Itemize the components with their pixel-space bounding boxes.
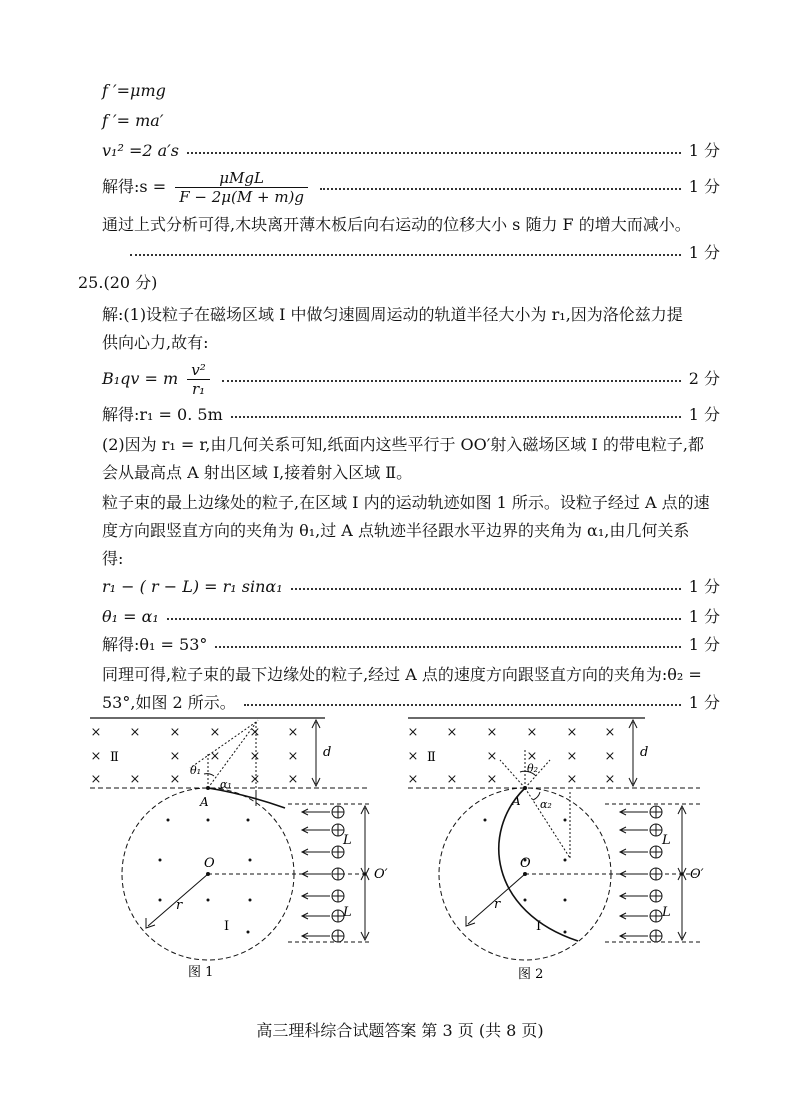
page-footer: 高三理科综合试题答案 第 3 页 (共 8 页): [256, 1021, 544, 1040]
center-O-label: O: [204, 856, 215, 871]
svg-text:×: ×: [407, 772, 419, 787]
svg-text:×: ×: [407, 725, 419, 740]
equation-lorentz: B₁qv = m $\frac{\text{v²}}{\text{r₁}}$: [102, 361, 214, 398]
paragraph-3-line-3: 得:: [102, 549, 124, 568]
svg-text:×: ×: [169, 749, 181, 764]
point-A-label: A: [512, 794, 521, 808]
O-prime-label: O′: [374, 867, 388, 882]
svg-text:×: ×: [90, 772, 102, 787]
svg-text:×: ×: [209, 749, 221, 764]
svg-text:×: ×: [486, 725, 498, 740]
svg-text:×: ×: [129, 772, 141, 787]
score-line-conclusion: [102, 692, 720, 714]
svg-text:×: ×: [249, 725, 261, 740]
svg-text:×: ×: [169, 772, 181, 787]
svg-text:×: ×: [486, 772, 498, 787]
figure-1: [80, 712, 390, 987]
score-line-geometry: [102, 576, 720, 598]
length-L-label: L: [662, 833, 671, 848]
paragraph-1-line-2: 供向心力,故有:: [102, 333, 209, 352]
score: 1 分: [688, 635, 720, 654]
svg-text:×: ×: [486, 749, 498, 764]
svg-text:×: ×: [407, 749, 419, 764]
score: 1 分: [688, 693, 720, 712]
score-line-kinematics: [102, 140, 720, 162]
score-line-radius: [102, 404, 720, 426]
svg-text:×: ×: [90, 725, 102, 740]
equation-angle-equal: θ₁ = α₁: [102, 607, 159, 626]
region-I-label: I: [536, 919, 542, 934]
score: 1 分: [688, 577, 720, 596]
distance-d-label: d: [640, 745, 649, 760]
radius-r-label: r: [494, 897, 501, 912]
svg-text:×: ×: [566, 749, 578, 764]
score: 1 分: [688, 405, 720, 424]
equation-friction-accel: f ′= ma′: [102, 111, 164, 130]
fraction-numerator: μMgL: [175, 169, 308, 188]
analysis-text: 通过上式分析可得,木块离开薄木板后向右运动的位移大小 s 随力 F 的增大而减小。: [102, 215, 691, 234]
distance-d-label: d: [323, 745, 332, 760]
svg-text:×: ×: [249, 749, 261, 764]
equation-friction: f ′=μmg: [102, 81, 166, 100]
radius-r-label: r: [176, 898, 183, 913]
score: 2 分: [688, 369, 720, 388]
score: 1 分: [688, 141, 720, 160]
score-line-angle-equal: [102, 606, 720, 628]
paragraph-3-line-2: 度方向跟竖直方向的夹角为 θ₁,过 A 点轨迹半径跟水平边界的夹角为 α₁,由几何关系: [102, 521, 690, 540]
figure-2-caption: 图 2: [518, 967, 544, 982]
svg-text:×: ×: [604, 772, 616, 787]
length-L-label: L: [662, 905, 671, 920]
score-line-lorentz: [102, 358, 720, 400]
score-line-angle-value: [102, 634, 720, 656]
figure-1-caption: 图 1: [188, 965, 214, 980]
svg-text:×: ×: [566, 772, 578, 787]
question-number: 25.(20 分): [78, 273, 158, 292]
region-II-label: Ⅱ: [427, 750, 436, 765]
region-II-label: Ⅱ: [110, 750, 119, 765]
score: 1 分: [688, 177, 720, 196]
svg-text:×: ×: [209, 725, 221, 740]
svg-text:×: ×: [604, 749, 616, 764]
svg-text:×: ×: [287, 725, 299, 740]
paragraph-1-line-1: 解:(1)设粒子在磁场区域 Ⅰ 中做匀速圆周运动的轨道半径大小为 r₁,因为洛伦兹力提: [102, 305, 683, 324]
theta2-label: θ₂: [527, 762, 539, 775]
svg-text:×: ×: [287, 749, 299, 764]
equation-radius: 解得:r₁ = 0. 5m: [102, 405, 223, 424]
svg-text:×: ×: [446, 725, 458, 740]
svg-text:×: ×: [287, 772, 299, 787]
paragraph-2-line-2: 会从最高点 A 射出区域 Ⅰ,接着射入区域 Ⅱ。: [102, 463, 413, 482]
equation-s: 解得:s = $\frac{\text{μMgL}}{F - 2\mu(M + m)g}$: [102, 169, 312, 206]
paragraph-4-line-1: 同理可得,粒子束的最下边缘处的粒子,经过 A 点的速度方向跟竖直方向的夹角为:θ₂ =: [102, 665, 702, 684]
score-line-analysis: [130, 242, 720, 264]
score-line-solution-s: [102, 166, 720, 208]
alpha1-label: α₁: [220, 778, 232, 791]
equation-angle-value: 解得:θ₁ = 53°: [102, 635, 208, 654]
equation-kinematics: v₁² =2 a′s: [102, 141, 180, 160]
paragraph-3-line-1: 粒子束的最上边缘处的粒子,在区域 Ⅰ 内的运动轨迹如图 1 所示。设粒子经过 A 点的速: [102, 493, 710, 512]
svg-text:×: ×: [129, 725, 141, 740]
theta1-label: θ₁: [190, 764, 202, 777]
length-L-label: L: [343, 905, 352, 920]
point-A-label: A: [200, 795, 209, 809]
svg-text:×: ×: [604, 725, 616, 740]
figure-2: [400, 712, 720, 987]
paragraph-2-line-1: (2)因为 r₁ = r,由几何关系可知,纸面内这些平行于 OO′射入磁场区域 Ⅰ 的带电粒子,都: [102, 435, 704, 454]
score: 1 分: [688, 607, 720, 626]
alpha2-label: α₂: [540, 798, 552, 811]
center-O-label: O: [520, 856, 531, 871]
svg-text:×: ×: [566, 725, 578, 740]
svg-text:×: ×: [526, 749, 538, 764]
length-L-label: L: [343, 833, 352, 848]
svg-text:×: ×: [169, 725, 181, 740]
O-prime-label: O′: [690, 867, 704, 882]
region-I-label: I: [224, 919, 230, 934]
score: 1 分: [688, 243, 720, 262]
fraction-denominator: F − 2μ(M + m)g: [179, 187, 305, 206]
equation-geometry: r₁ − ( r − L) = r₁ sinα₁: [102, 577, 283, 596]
svg-text:×: ×: [526, 725, 538, 740]
paragraph-4-line-2: 53°,如图 2 所示。: [102, 693, 236, 712]
svg-text:×: ×: [90, 749, 102, 764]
svg-text:×: ×: [446, 772, 458, 787]
svg-text:×: ×: [249, 772, 261, 787]
